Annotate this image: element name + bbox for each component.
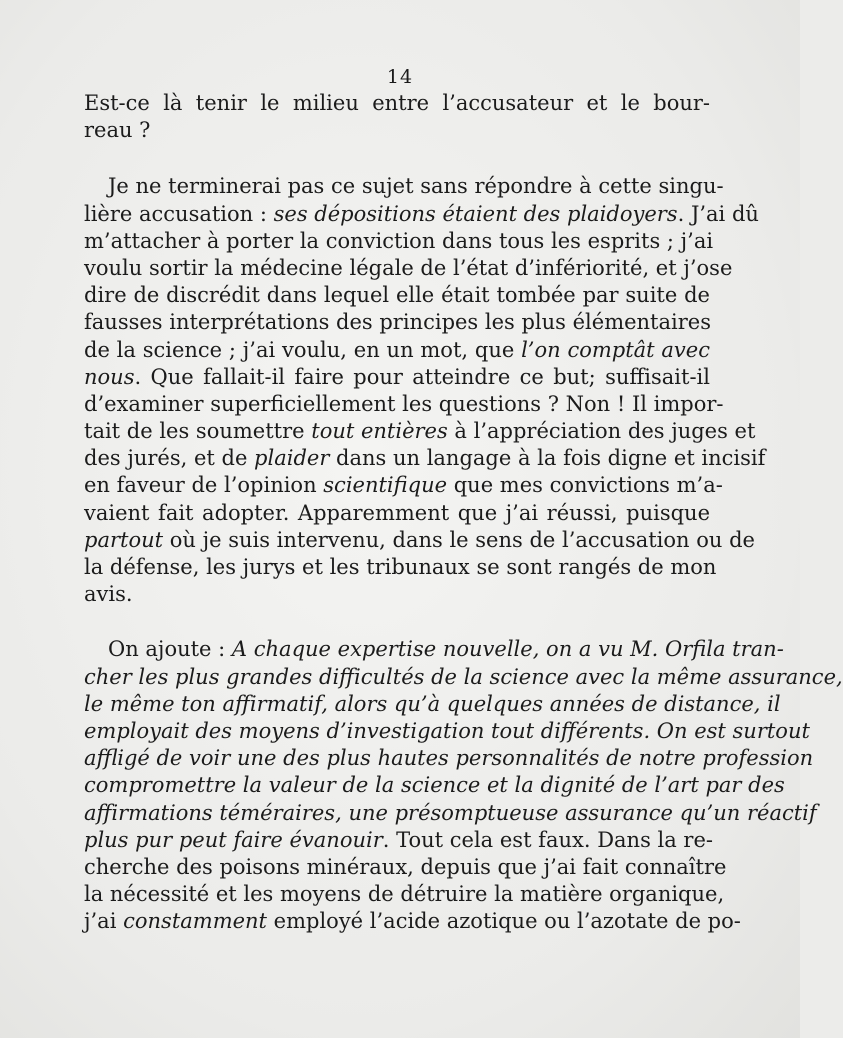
italic-text: tout entières	[311, 419, 448, 444]
paragraph	[84, 90, 710, 144]
text-line	[84, 554, 717, 581]
text-run: lière accusation :	[84, 201, 274, 226]
text-line	[84, 445, 766, 472]
paragraph	[84, 173, 766, 608]
text-run: avis.	[84, 582, 133, 607]
italic-text: le même ton affirmatif, alors qu’à quelques années de distance, il	[84, 691, 781, 716]
text-run: en faveur de l’opinion	[84, 473, 324, 498]
italic-text: compromettre la valeur de la science et la dignité de l’art par des	[84, 773, 785, 798]
italic-text: plaider	[254, 446, 330, 471]
text-line	[84, 391, 724, 418]
italic-text: cher les plus grandes difficultés de la science avec la même assurance,	[84, 664, 843, 689]
text-run: reau ?	[84, 118, 151, 143]
text-line	[84, 854, 727, 881]
text-line	[84, 527, 755, 554]
italic-text: partout	[84, 527, 164, 552]
text-line	[84, 472, 723, 499]
paragraph-gap	[84, 144, 710, 173]
italic-text: A chaque expertise nouvelle, on a vu M. Orfila tran-	[231, 637, 784, 662]
text-run: . Que fallait-il faire pour atteindre ce but; suffisait-il	[134, 364, 710, 389]
italic-text: affligé de voir une des plus hautes personnalités de notre profession	[84, 746, 814, 771]
text-run: vaient fait adopter. Apparemment que j’ai réussi, puisque	[84, 500, 710, 525]
italic-text: affirmations téméraires, une présomptueuse assurance qu’un réactif	[84, 800, 817, 825]
text-run: m’attacher à porter la conviction dans tous les esprits ; j’ai	[84, 228, 714, 253]
paragraph-gap	[84, 608, 710, 636]
italic-text: scientifique	[323, 473, 448, 498]
text-run: . Tout cela est faux. Dans la re-	[382, 827, 713, 852]
italic-text: ses dépositions étaient des plaidoyers	[273, 201, 678, 226]
text-run: dire de discrédit dans lequel elle était tombée par suite de	[84, 283, 710, 308]
page-number: 14	[386, 66, 414, 88]
text-line	[84, 664, 843, 691]
text-run: . J’ai dû	[677, 201, 759, 226]
italic-text: plus pur peut faire évanouir	[84, 827, 383, 852]
text-run: où je suis intervenu, dans le sens de l’accusation ou de	[163, 527, 755, 552]
text-run: Est-ce là tenir le milieu entre l’accusateur et le bour-	[84, 91, 710, 115]
text-run: voulu sortir la médecine légale de l’état d’infériorité, et j’ose	[84, 255, 733, 280]
text-line	[84, 117, 710, 144]
text-run: fausses interprétations des principes les plus élémentaires	[84, 310, 711, 335]
italic-text: nous	[84, 364, 135, 389]
text-run: tait de les soumettre	[84, 419, 312, 444]
text-line	[84, 255, 733, 282]
text-run: à l’appréciation des juges et	[447, 419, 756, 444]
text-line	[84, 309, 710, 336]
text-line	[84, 691, 781, 718]
italic-text: employait des moyens d’investigation tout différents. On est surtout	[84, 718, 810, 743]
text-line	[84, 173, 724, 200]
text-run: j’ai	[84, 909, 124, 934]
text-run: d’examiner superficiellement les questions ? Non ! Il impor-	[84, 391, 724, 416]
italic-text: constamment	[123, 909, 267, 934]
body-text	[84, 90, 843, 935]
text-run: la défense, les jurys et les tribunaux se sont rangés de mon	[84, 555, 717, 579]
text-run: des jurés, et de	[84, 446, 255, 471]
text-line	[84, 364, 710, 391]
text-line	[84, 90, 710, 117]
paragraph	[84, 636, 843, 935]
text-run: que mes convictions m’a-	[447, 473, 723, 498]
text-run: cherche des poisons minéraux, depuis que j’ai fait connaître	[84, 854, 727, 879]
text-run: Je ne terminerai pas ce sujet sans répondre à cette singu-	[108, 174, 724, 199]
text-line	[84, 418, 756, 445]
italic-text: l’on comptât avec	[521, 337, 710, 362]
text-line	[84, 581, 710, 608]
text-run: la nécessité et les moyens de détruire la matière organique,	[84, 882, 725, 907]
text-line	[84, 500, 710, 527]
text-line	[84, 800, 817, 827]
text-line	[84, 827, 713, 854]
text-line	[84, 282, 710, 309]
text-line	[84, 337, 710, 364]
text-run: de la science ; j’ai voulu, en un mot, que	[84, 337, 522, 362]
text-line	[84, 228, 714, 255]
text-run: dans un langage à la fois digne et incisif	[329, 446, 766, 471]
text-run: On ajoute :	[108, 637, 232, 662]
text-run: employé l’acide azotique ou l’azotate de po-	[267, 909, 741, 934]
text-line	[84, 881, 725, 908]
text-line	[84, 772, 785, 799]
text-line	[84, 745, 814, 772]
text-line	[84, 201, 759, 228]
text-line	[84, 718, 810, 745]
text-line	[84, 908, 741, 935]
text-line	[84, 636, 784, 663]
